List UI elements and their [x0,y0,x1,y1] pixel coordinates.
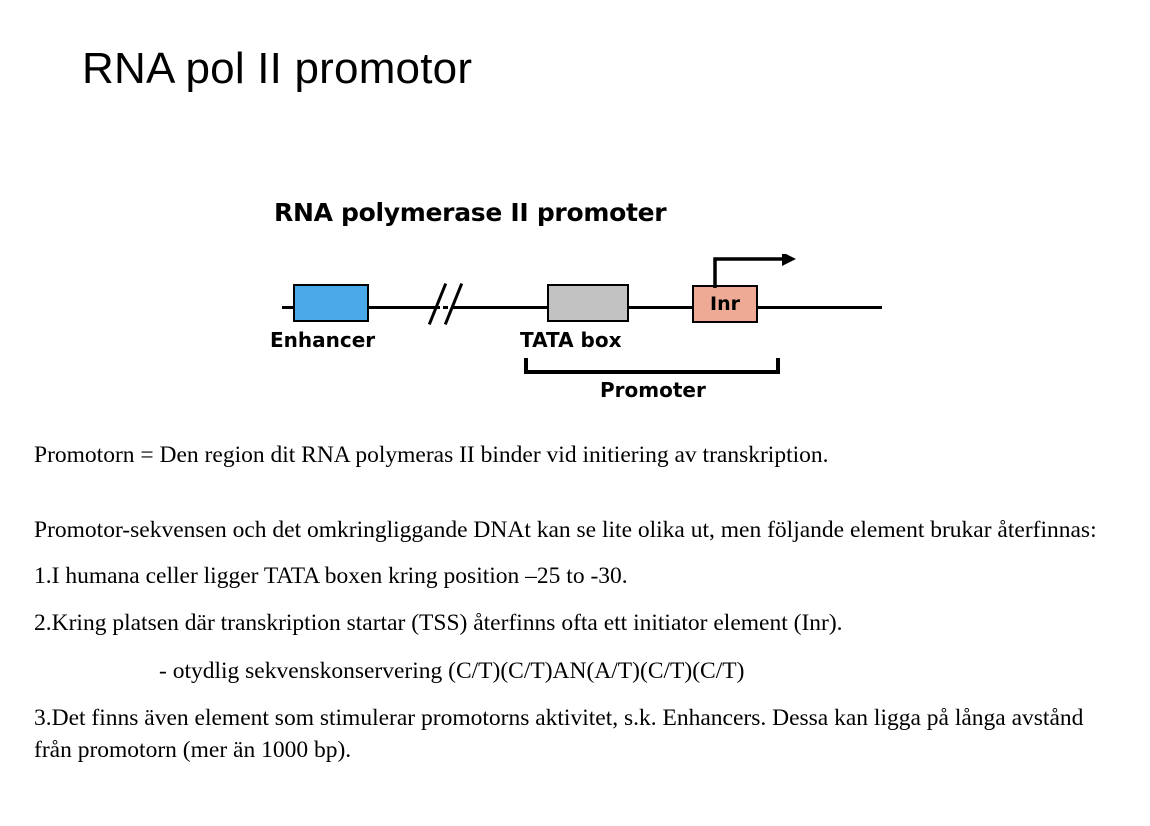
body-paragraph-2: Promotor-sekvensen och det omkringliggande DNAt kan se lite olika ut, men följande element brukar återfinnas: [34,517,1097,544]
body-paragraph-1: Promotorn = Den region dit RNA polymeras II binder vid initiering av transkription. [34,442,829,468]
promoter-diagram [262,198,902,428]
tata-box-label: TATA box [520,328,622,352]
bracket-bar [524,370,780,374]
bracket-tick-right [776,358,780,374]
slide-body [34,440,1124,782]
transcription-start-arrow-icon [712,254,802,290]
body-list-item-2: 2.Kring platsen där transkription startar (TSS) återfinns ofta ett initiator element (Inr). [34,610,843,637]
dna-break-slash-right [444,283,463,325]
body-list-item-3: 3.Det finns även element som stimulerar promotorns aktivitet, s.k. Enhancers. Dessa kan ligga på långa avstånd från promotorn (mer än 1000 bp). [34,705,1084,763]
promoter-span-bracket [524,358,780,374]
promoter-label: Promoter [600,378,706,402]
enhancer-box [293,284,369,322]
body-list-item-2-sub: - otydlig sekvenskonservering (C/T)(C/T)AN(A/T)(C/T)(C/T) [159,657,745,684]
dna-break-slash-left [428,283,447,325]
enhancer-label: Enhancer [270,328,376,352]
figure-title: RNA polymerase II promoter [274,198,667,227]
body-list-item-1: 1.I humana celler ligger TATA boxen kring position –25 to -30. [34,562,628,589]
inr-box: Inr [692,285,758,323]
tata-box [547,284,629,322]
page-title: RNA pol II promotor [82,44,473,93]
